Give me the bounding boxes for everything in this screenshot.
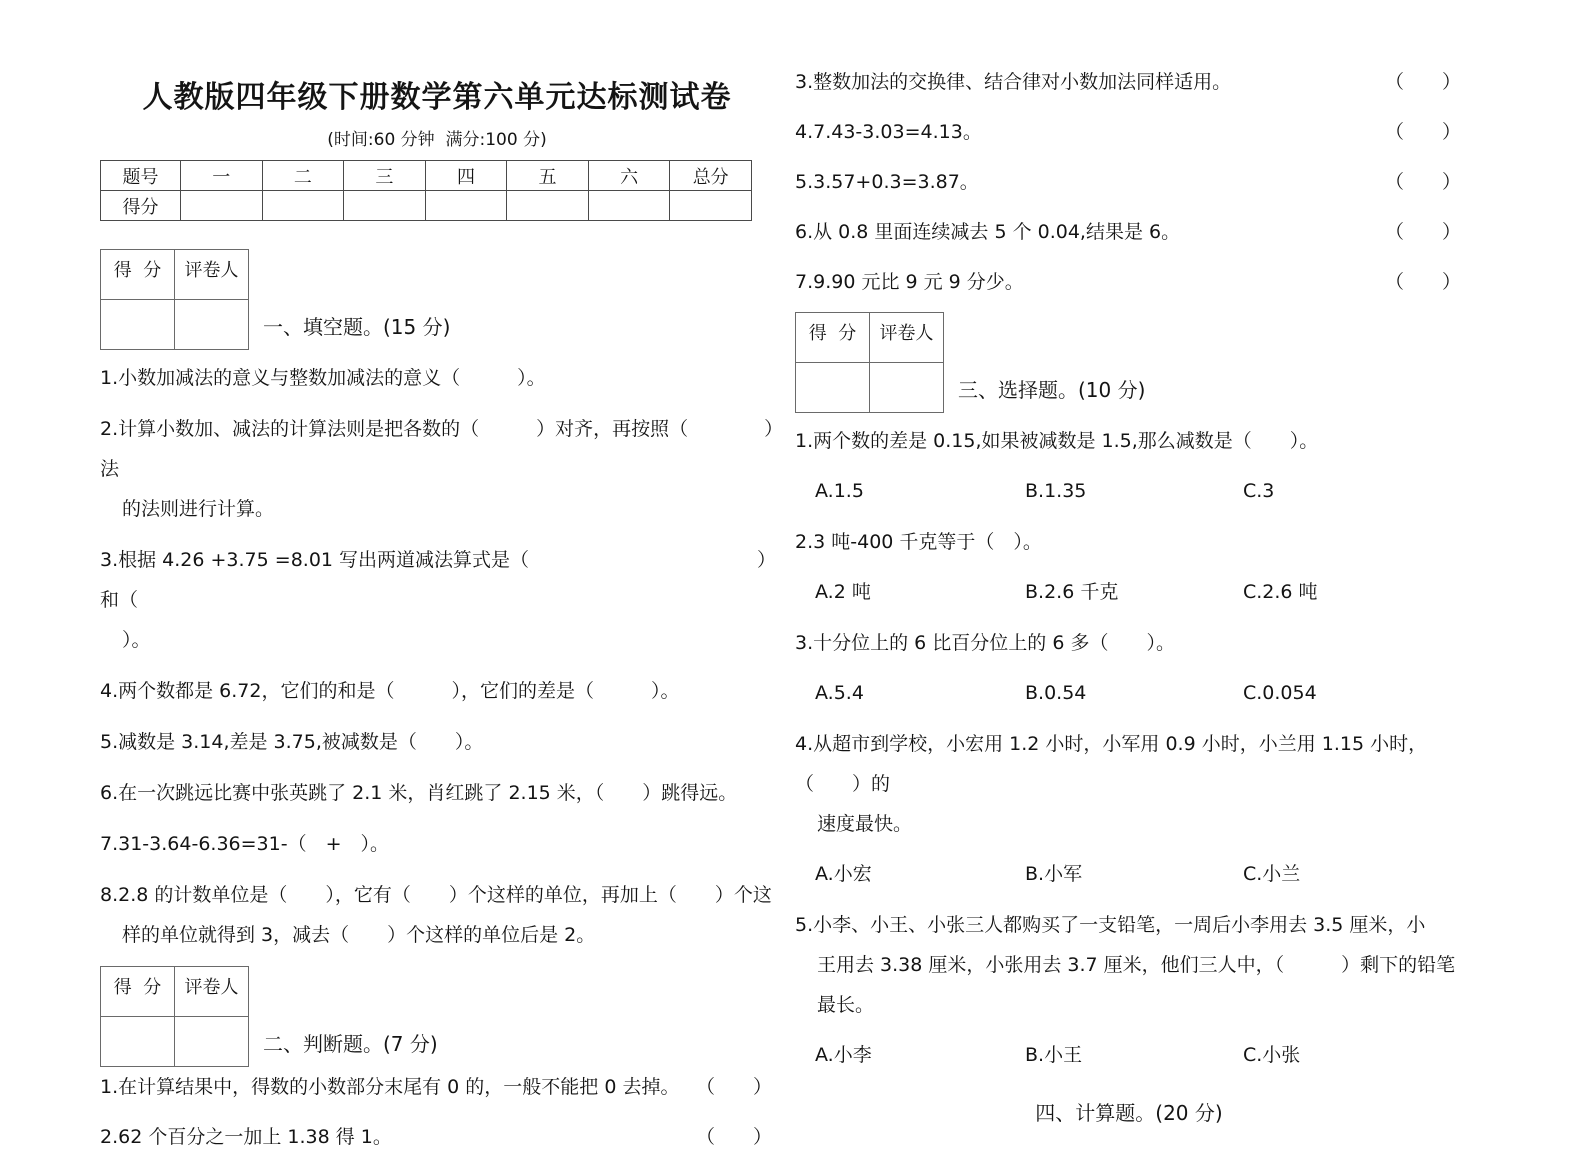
summary-cell-score-blank [262, 191, 344, 221]
question-line: 4.从超市到学校，小宏用 1.2 小时，小军用 0.9 小时，小兰用 1.15 小时，（ ）的 [795, 733, 1428, 795]
options-row [795, 673, 1463, 713]
summary-cell-score-blank [344, 191, 426, 221]
option-c: C.小张 [1243, 1044, 1301, 1066]
summary-cell-section: 六 [588, 161, 670, 191]
score-box [795, 312, 944, 413]
question-line: 3.整数加法的交换律、结合律对小数加法同样适用。 [795, 71, 1232, 93]
score-box-blank-cell [175, 300, 249, 350]
section-heading-judge: 二、判断题。(7 分) [263, 1032, 438, 1056]
question [100, 358, 774, 398]
question-line: 王用去 3.38 厘米，小张用去 3.7 厘米，他们三人中，（ ）剩下的铅笔 [817, 954, 1456, 976]
option-c: C.小兰 [1243, 863, 1301, 885]
option-b: B.小王 [1025, 1044, 1083, 1066]
section-heading-choice: 三、选择题。(10 分) [958, 378, 1146, 402]
option-a: A.1.5 [815, 480, 864, 502]
option-b: B.2.6 千克 [1025, 581, 1119, 603]
summary-cell-label: 题号 [101, 161, 181, 191]
question [100, 722, 774, 762]
summary-cell-total: 总分 [670, 161, 752, 191]
judge-question [795, 262, 1463, 302]
question-line: 6.从 0.8 里面连续减去 5 个 0.04,结果是 6。 [795, 221, 1181, 243]
question [100, 773, 774, 813]
question-line: 2.3 吨-400 千克等于（ ）。 [795, 531, 1042, 553]
judge-question [795, 162, 1463, 202]
option-c: C.0.054 [1243, 682, 1317, 704]
summary-cell-score-blank [588, 191, 670, 221]
question-line: 5.3.57+0.3=3.87。 [795, 171, 979, 193]
score-box-blank-row [101, 1017, 249, 1067]
summary-cell-score-blank [181, 191, 263, 221]
score-box-blank-cell [175, 1017, 249, 1067]
section-heading-calc: 四、计算题。(20 分) [1035, 1101, 1223, 1125]
answer-paren: （ ） [695, 1126, 772, 1148]
question [100, 409, 774, 529]
score-box-score-label: 得 分 [796, 313, 870, 363]
score-box-grader-label: 评卷人 [870, 313, 944, 363]
score-box [100, 249, 249, 350]
answer-paren: （ ） [1384, 171, 1461, 193]
question-line: 1.小数加减法的意义与整数加减法的意义（ ）。 [100, 367, 546, 389]
option-a: A.小李 [815, 1044, 872, 1066]
score-box [100, 966, 249, 1067]
option-a: A.小宏 [815, 863, 872, 885]
score-box-blank-cell [101, 1017, 175, 1067]
summary-header-row [101, 161, 752, 191]
question-line: 7.31-3.64-6.36=31-（ + ）。 [100, 833, 389, 855]
question [795, 724, 1463, 894]
question [100, 875, 774, 955]
summary-cell-section: 三 [344, 161, 426, 191]
answer-paren: （ ） [1384, 121, 1461, 143]
left-column [100, 72, 774, 1167]
question [795, 421, 1463, 511]
judge-question [795, 112, 1463, 152]
question-line: 8.2.8 的计数单位是（ ），它有（ ）个这样的单位，再加上（ ）个这 [100, 884, 772, 906]
summary-cell-score-blank [670, 191, 752, 221]
option-a: A.5.4 [815, 682, 864, 704]
question-line: 的法则进行计算。 [122, 498, 275, 520]
summary-cell-section: 一 [181, 161, 263, 191]
answer-paren: （ ） [1384, 71, 1461, 93]
answer-paren: （ ） [695, 1076, 772, 1098]
question-line: 3.十分位上的 6 比百分位上的 6 多（ ）。 [795, 632, 1175, 654]
page-subtitle: (时间:60 分钟 满分:100 分) [327, 130, 547, 150]
question [100, 671, 774, 711]
question-line: 4.7.43-3.03=4.13。 [795, 121, 982, 143]
score-box-blank-row [101, 300, 249, 350]
score-box-blank-cell [870, 363, 944, 413]
option-c: C.2.6 吨 [1243, 581, 1318, 603]
question-line: 样的单位就得到 3，减去（ ）个这样的单位后是 2。 [122, 924, 596, 946]
question-line: ）。 [122, 629, 151, 651]
question-line: 速度最快。 [817, 813, 913, 835]
judge-question [100, 1067, 774, 1107]
summary-cell-section: 二 [262, 161, 344, 191]
question-line: 5.减数是 3.14,差是 3.75,被减数是（ ）。 [100, 731, 484, 753]
options-row [795, 1035, 1463, 1075]
question-line: 4.两个数都是 6.72，它们的和是（ ），它们的差是（ ）。 [100, 680, 680, 702]
answer-paren: （ ） [1384, 271, 1461, 293]
page-title: 人教版四年级下册数学第六单元达标测试卷 [142, 80, 732, 115]
summary-cell-score-label: 得分 [101, 191, 181, 221]
section-heading-fill: 一、填空题。(15 分) [263, 315, 451, 339]
summary-cell-section: 四 [425, 161, 507, 191]
question-line: 2.62 个百分之一加上 1.38 得 1。 [100, 1126, 392, 1148]
option-c: C.3 [1243, 480, 1275, 502]
right-column [795, 62, 1463, 1126]
judge-question [795, 212, 1463, 252]
option-b: B.小军 [1025, 863, 1083, 885]
judge-question [795, 62, 1463, 102]
score-box-score-label: 得 分 [101, 250, 175, 300]
score-box-grader-label: 评卷人 [175, 967, 249, 1017]
judge-question [100, 1117, 774, 1157]
score-box-blank-row [796, 363, 944, 413]
question-line: 3.根据 4.26 +3.75 =8.01 写出两道减法算式是（ ）和（ [100, 549, 767, 611]
option-b: B.0.54 [1025, 682, 1087, 704]
question-line: 6.在一次跳远比赛中张英跳了 2.1 米，肖红跳了 2.15 米，（ ）跳得远。 [100, 782, 738, 804]
options-row [795, 854, 1463, 894]
question-line: 7.9.90 元比 9 元 9 分少。 [795, 271, 1024, 293]
score-box-header [101, 967, 249, 1017]
summary-cell-score-blank [425, 191, 507, 221]
score-summary-table [100, 160, 752, 221]
summary-cell-score-blank [507, 191, 589, 221]
option-b: B.1.35 [1025, 480, 1087, 502]
answer-paren: （ ） [1384, 221, 1461, 243]
options-row [795, 471, 1463, 511]
score-box-header [796, 313, 944, 363]
summary-cell-section: 五 [507, 161, 589, 191]
score-box-header [101, 250, 249, 300]
section1-scorebox-row [100, 249, 774, 350]
question-line: 1.两个数的差是 0.15,如果被减数是 1.5,那么减数是（ ）。 [795, 430, 1319, 452]
question-line: 2.计算小数加、减法的计算法则是把各数的（ ）对齐，再按照（ ）法 [100, 418, 774, 480]
question-line: 最长。 [817, 994, 875, 1016]
question [100, 540, 774, 660]
section3-scorebox-row [795, 312, 1463, 413]
score-box-blank-cell [101, 300, 175, 350]
question-line: 5.小李、小王、小张三人都购买了一支铅笔，一周后小李用去 3.5 厘米，小 [795, 914, 1426, 936]
question [795, 905, 1463, 1075]
score-box-score-label: 得 分 [101, 967, 175, 1017]
option-a: A.2 吨 [815, 581, 871, 603]
question [100, 824, 774, 864]
options-row [795, 572, 1463, 612]
section2-scorebox-row [100, 966, 774, 1067]
score-box-grader-label: 评卷人 [175, 250, 249, 300]
question [795, 522, 1463, 612]
summary-score-row [101, 191, 752, 221]
question-line: 1.在计算结果中，得数的小数部分末尾有 0 的，一般不能把 0 去掉。 [100, 1076, 680, 1098]
score-box-blank-cell [796, 363, 870, 413]
question [795, 623, 1463, 713]
